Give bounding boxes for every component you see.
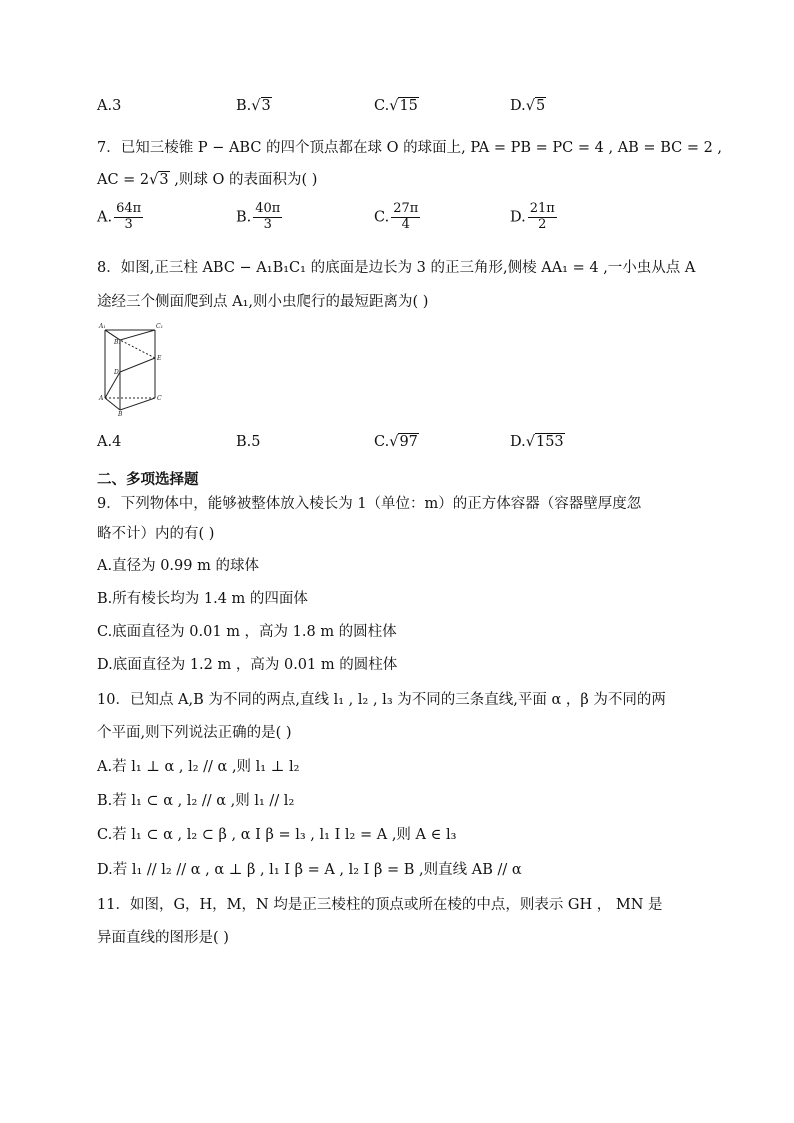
q7-radicand: 3 [159,172,169,188]
figure-label-e: E [157,355,162,362]
figure-label-d: D [114,369,119,376]
figure-label-b: B [118,411,123,416]
q9-option-a: A.直径为 0.99 m 的球体 [97,558,259,574]
q7-stem-line1: 7．已知三棱锥 P − ABC 的四个顶点都在球 O 的球面上, PA = PB = PC = 4 , AB = BC = 2 , [97,140,723,156]
q9-stem-line1: 9．下列物体中，能够被整体放入棱长为 1（单位：m）的正方体容器（容器壁厚度忽 [97,496,642,512]
q8-option-d-radicand: 153 [535,434,564,450]
q7-option-d: D. $\frac{21\pi}{2}$ [510,201,555,232]
prism-figure [97,322,171,416]
figure-label-c1: C₁ [156,323,163,330]
q9-stem-line2: 略不计）内的有( ) [97,526,215,542]
q8-option-b: B.5 [236,434,261,450]
figure-label-a: A [99,395,104,402]
q10-option-a: A.若 l₁ ⊥ α , l₂ // α ,则 l₁ ⊥ l₂ [97,759,300,775]
figure-label-c: C [157,395,162,402]
q9-option-b: B.所有棱长均为 1.4 m 的四面体 [97,591,308,607]
q8-option-d: D.√153 [510,434,564,450]
q6-option-c: C.√15 [374,98,418,114]
q7-stem-line2: AC = 2√3 ,则球 O 的表面积为( ) [97,172,318,188]
q10-stem-line2: 个平面,则下列说法正确的是( ) [97,725,292,741]
q8-stem-line1: 8．如图,正三柱 ABC − A₁B₁C₁ 的底面是边长为 3 的正三角形,侧棱 AA₁ = 4 ,一小虫从点 A [97,260,696,276]
q7-option-c: C. $\frac{27\pi}{4}$ [374,201,419,232]
section-heading-multiple-choice: 二、多项选择题 [97,472,199,488]
q7-options [97,202,657,242]
q7-option-b: B. $\frac{40\pi}{3}$ [236,201,281,232]
figure-label-a1: A₁ [99,323,106,330]
q8-option-c-radicand: 97 [399,434,418,450]
q7-option-a: A. $\frac{64\pi}{3}$ [97,201,142,232]
q8-option-a: A.4 [97,434,122,450]
q10-option-c: C.若 l₁ ⊂ α , l₂ ⊂ β , α I β = l₃ , l₁ I l₂ = A ,则 A ∈ l₃ [97,827,457,843]
q8-option-c: C.√97 [374,434,418,450]
q10-stem-line1: 10．已知点 A,B 为不同的两点,直线 l₁ , l₂ , l₃ 为不同的三条直线,平面 α ，β 为不同的两 [97,692,666,708]
q6-option-b: B.√3 [236,98,271,114]
q8-options [97,434,657,464]
q6-option-c-radicand: 15 [399,98,418,114]
q11-stem-line2: 异面直线的图形是( ) [97,930,229,946]
q6-options [97,98,657,128]
q9-option-d: D.底面直径为 1.2 m ，高为 0.01 m 的圆柱体 [97,657,398,673]
q6-option-d-radicand: 5 [535,98,546,114]
q8-stem-line2: 途经三个侧面爬到点 A₁,则小虫爬行的最短距离为( ) [97,294,429,310]
q10-option-b: B.若 l₁ ⊂ α , l₂ // α ,则 l₁ // l₂ [97,793,295,809]
q10-option-d: D.若 l₁ // l₂ // α , α ⊥ β , l₁ I β = A , l₂ I β = B ,则直线 AB // α [97,862,522,878]
q6-option-a: A.3 [97,98,122,114]
q6-option-b-radicand: 3 [261,98,271,114]
q9-option-c: C.底面直径为 0.01 m ，高为 1.8 m 的圆柱体 [97,624,397,640]
q6-option-d: D.√5 [510,98,546,114]
figure-label-b1: B₁ [114,339,121,346]
q11-stem-line1: 11．如图，G，H，M，N 均是正三棱柱的顶点或所在棱的中点，则表示 GH ， MN 是 [97,897,663,913]
